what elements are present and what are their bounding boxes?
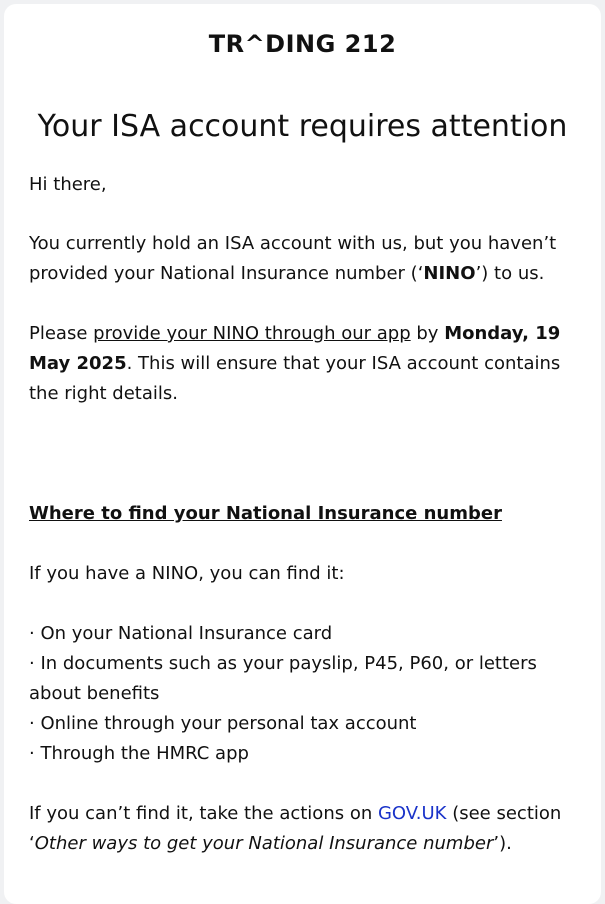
para3-text-a: If you can’t find it, take the actions on [29, 803, 378, 824]
section-heading: Where to find your National Insurance number [29, 503, 502, 524]
trading212-logo: TR^DING 212 [208, 30, 397, 58]
govuk-link[interactable]: GOV.UK [377, 803, 447, 824]
para3-text-c: ’). [493, 833, 512, 854]
find-intro-text: If you have a NINO, you can find it: [29, 563, 345, 584]
list-item: · Through the HMRC app [29, 743, 249, 764]
para2-text-b: by [410, 323, 445, 344]
list-item: · Online through your personal tax account [29, 713, 417, 734]
para2-text-c: . This will ensure that your ISA account contains the right details. [29, 353, 561, 404]
govuk-paragraph [29, 799, 589, 859]
nino-bold: NINO [423, 263, 476, 284]
greeting-text: Hi there, [29, 174, 107, 195]
para1-text-a: You currently hold an ISA account with us, but you haven’t provided your National Insurance number (‘ [29, 233, 557, 284]
para1-text-b: ’) to us. [475, 263, 545, 284]
list-item: · In documents such as your payslip, P45, P60, or letters about benefits [29, 653, 537, 704]
provide-nino-paragraph [29, 319, 589, 409]
nino-locations-list [29, 619, 589, 769]
provide-nino-link[interactable]: provide your NINO through our app [93, 323, 411, 344]
section-name-italic: Other ways to get your National Insurance number [34, 833, 494, 854]
para3-text-b: (see section ‘ [29, 803, 562, 854]
nino-missing-paragraph [29, 229, 589, 289]
email-title: Your ISA account requires attention [37, 109, 568, 144]
para2-text-a: Please [29, 323, 94, 344]
deadline-date: Monday, 19 May 2025 [29, 323, 561, 374]
email-card [4, 4, 601, 904]
list-item: · On your National Insurance card [29, 623, 333, 644]
